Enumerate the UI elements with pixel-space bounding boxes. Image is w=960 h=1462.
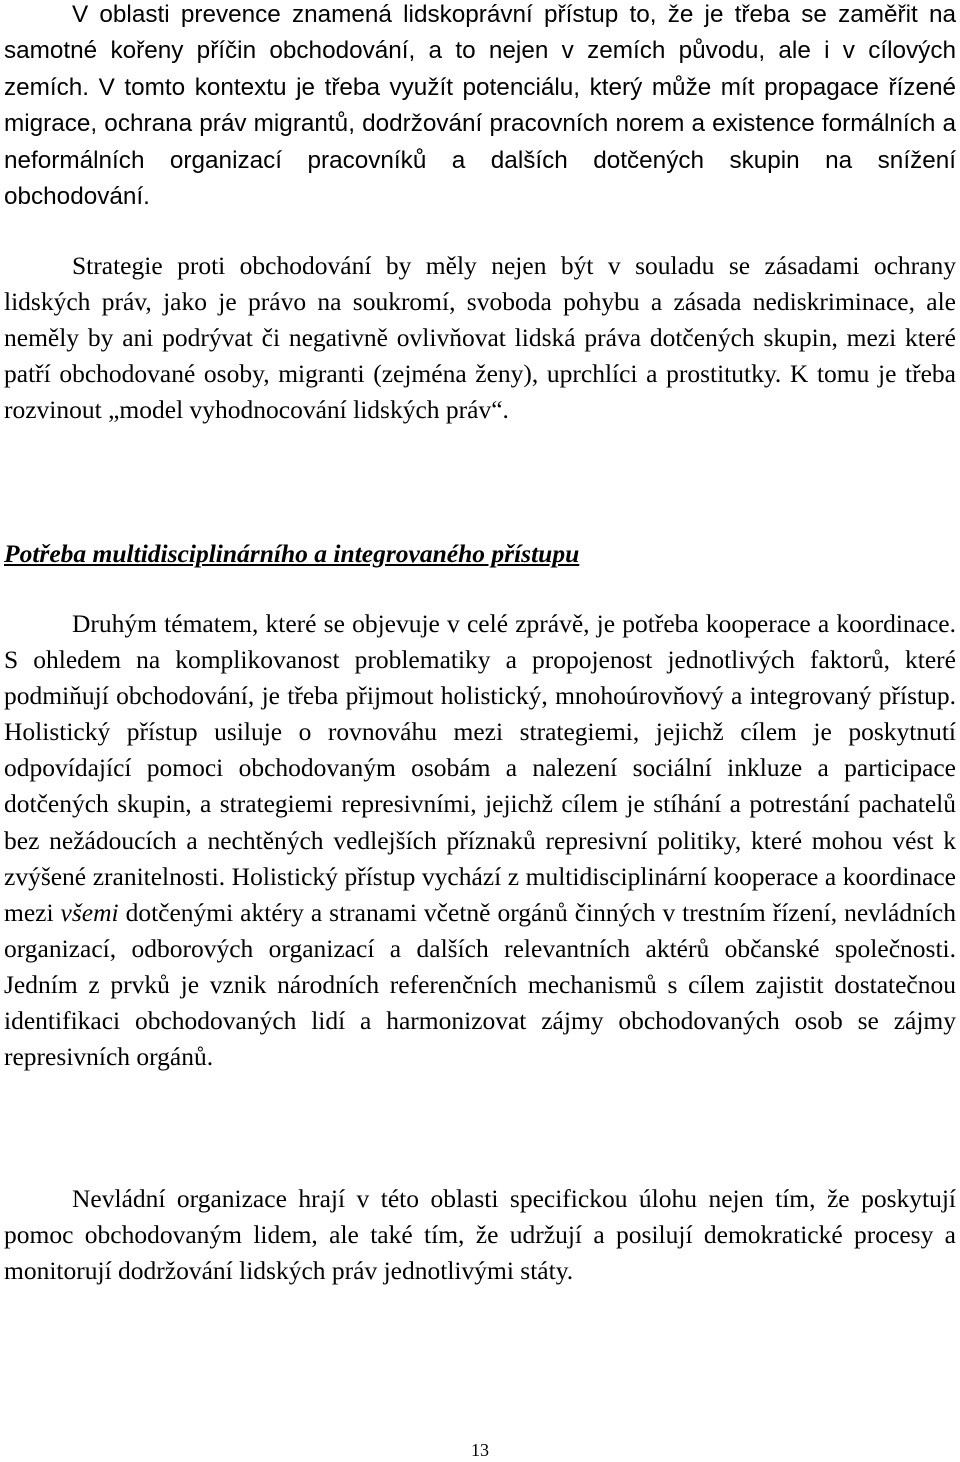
section-heading: Potřeba multidisciplinárního a integrovaného přístupu: [4, 539, 580, 568]
paragraph-prevention: V oblasti prevence znamená lidskoprávní přístup to, že je třeba se zaměřit na samotné kořeny příčin obchodování, a to nejen v zemích původu, ale i v cílových zemích. V tomto kontextu je třeba využít potenciálu, který může mít propagace řízené migrace, ochrana práv migrantů, dodržování pracovních norem a existence formálních a neformálních organizací pracovníků a dalších dotčených skupin na snížení obchodování.: [4, 1, 956, 211]
paragraph-cooperation-text-2: dotčenými aktéry a stranami včetně orgánů činných v trestním řízení, nevládních organizací, odborových organizací a dalších relevantních aktérů občanské společnosti. Jedním z prvků je vznik národních referenčních mechanismů s cílem zajistit dostatečnou identifikaci obchodovaných lidí a harmonizovat zájmy obchodovaných osob se zájmy represivních orgánů.: [4, 897, 956, 1072]
paragraph-cooperation-emphasis: všemi: [60, 897, 119, 927]
paragraph-strategies: Strategie proti obchodování by měly nejen být v souladu se zásadami ochrany lidských práv, jako je právo na soukromí, svoboda pohybu a zásada nediskriminace, ale neměly by ani podrývat či negativně ovlivňovat lidská práva dotčených skupin, mezi které patří obchodované osoby, migranti (zejména ženy), uprchlíci a prostitutky. K tomu je třeba rozvinout „model vyhodnocování lidských práv“.: [4, 251, 956, 425]
paragraph-ngos: Nevládní organizace hrají v této oblasti specifickou úlohu nejen tím, že poskytují pomoc obchodovaným lidem, ale také tím, že udržují a posilují demokratické procesy a monitorují dodržování lidských práv jednotlivými státy.: [4, 1184, 956, 1286]
page-number: 13: [471, 1440, 489, 1460]
paragraph-cooperation-text-1: Druhým tématem, které se objevuje v celé zprávě, je potřeba kooperace a koordinace. S ohledem na komplikovanost problematiky a propojenost jednotlivých faktorů, které podmiňují obchodování, je třeba přijmout holistický, mnohoúrovňový a integrovaný přístup. Holistický přístup usiluje o rovnováhu mezi strategiemi, jejichž cílem je poskytnutí odpovídající pomoci obchodovaným osobám a nalezení sociální inkluze a participace dotčených skupin, a strategiemi represivními, jejichž cílem je stíhání a potrestání pachatelů bez nežádoucích a nechtěných vedlejších příznaků represivní politiky, které mohou vést k zvýšené zranitelnosti. Holistický přístup vychází z multidisciplinární kooperace a koordinace mezi: [4, 609, 956, 927]
paragraph-cooperation: [4, 606, 956, 1075]
